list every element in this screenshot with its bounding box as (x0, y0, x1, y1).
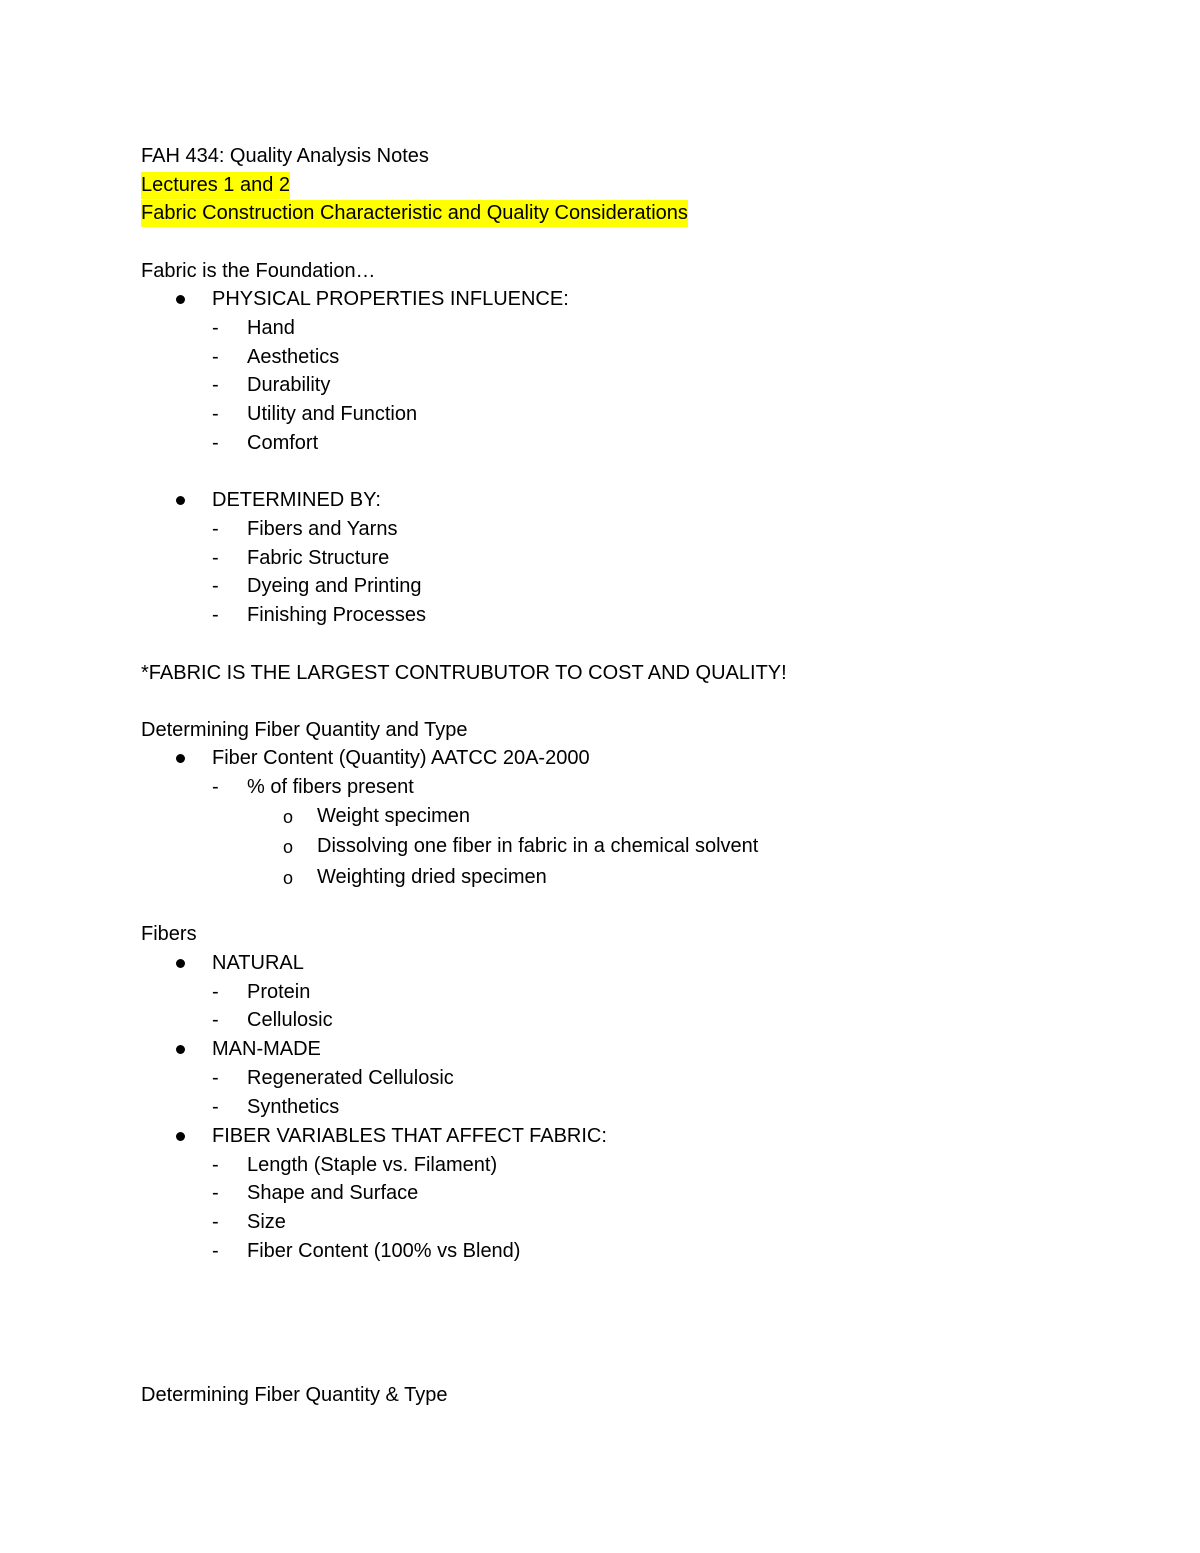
bullet-icon (176, 496, 185, 505)
list-item: Length (Staple vs. Filament) (247, 1154, 498, 1176)
dash-marker: - (212, 518, 219, 540)
fibers-heading: Fibers (141, 923, 197, 945)
foundation-heading: Fabric is the Foundation… (141, 260, 376, 282)
lectures-label: Lectures 1 and 2 (141, 172, 290, 199)
topic-label: Fabric Construction Characteristic and Quality Considerations (141, 200, 688, 227)
bullet-icon (176, 1045, 185, 1054)
list-item: Protein (247, 981, 311, 1003)
list-item: Comfort (247, 432, 319, 454)
dash-marker: - (212, 1154, 219, 1176)
list-item: Fibers and Yarns (247, 518, 398, 540)
dash-marker: - (212, 1067, 219, 1089)
lectures-line (141, 171, 290, 200)
bullet-icon (176, 959, 185, 968)
dash-marker: - (212, 403, 219, 425)
dash-marker: - (212, 1009, 219, 1031)
list-item: Size (247, 1211, 286, 1233)
determined-heading: DETERMINED BY: (212, 489, 381, 511)
cost-quality-note: *FABRIC IS THE LARGEST CONTRUBUTOR TO COST AND QUALITY! (141, 662, 787, 684)
dash-marker: - (212, 1096, 219, 1118)
footer-heading: Determining Fiber Quantity & Type (141, 1384, 448, 1406)
list-item: % of fibers present (247, 776, 414, 798)
list-item: Aesthetics (247, 346, 340, 368)
list-item: Dyeing and Printing (247, 575, 422, 597)
dash-marker: - (212, 346, 219, 368)
dash-marker: - (212, 547, 219, 569)
dash-marker: - (212, 374, 219, 396)
list-item: Weighting dried specimen (317, 866, 547, 888)
document-title: FAH 434: Quality Analysis Notes (141, 145, 429, 167)
bullet-icon (176, 1132, 185, 1141)
list-item: Regenerated Cellulosic (247, 1067, 454, 1089)
list-item: Weight specimen (317, 805, 471, 827)
dash-marker: - (212, 604, 219, 626)
bullet-icon (176, 754, 185, 763)
fiber-variables-heading: FIBER VARIABLES THAT AFFECT FABRIC: (212, 1125, 607, 1147)
fiber-content-bullet: Fiber Content (Quantity) AATCC 20A-2000 (212, 747, 590, 769)
list-item: Cellulosic (247, 1009, 333, 1031)
dash-marker: - (212, 432, 219, 454)
dash-marker: - (212, 317, 219, 339)
topic-line (141, 199, 688, 228)
list-item: Synthetics (247, 1096, 340, 1118)
list-item: Hand (247, 317, 295, 339)
dash-marker: - (212, 776, 219, 798)
dash-marker: - (212, 1182, 219, 1204)
determining-heading: Determining Fiber Quantity and Type (141, 719, 468, 741)
bullet-icon (176, 295, 185, 304)
manmade-heading: MAN-MADE (212, 1038, 321, 1060)
list-item: Dissolving one fiber in fabric in a chemical solvent (317, 835, 759, 857)
circle-bullet-icon: o (283, 837, 294, 857)
circle-bullet-icon: o (283, 868, 294, 888)
circle-bullet-icon: o (283, 807, 294, 827)
natural-heading: NATURAL (212, 952, 304, 974)
list-item: Fiber Content (100% vs Blend) (247, 1240, 521, 1262)
dash-marker: - (212, 981, 219, 1003)
list-item: Finishing Processes (247, 604, 426, 626)
list-item: Durability (247, 374, 331, 396)
list-item: Fabric Structure (247, 547, 390, 569)
dash-marker: - (212, 575, 219, 597)
dash-marker: - (212, 1240, 219, 1262)
list-item: Shape and Surface (247, 1182, 419, 1204)
list-item: Utility and Function (247, 403, 418, 425)
dash-marker: - (212, 1211, 219, 1233)
physical-heading: PHYSICAL PROPERTIES INFLUENCE: (212, 288, 569, 310)
